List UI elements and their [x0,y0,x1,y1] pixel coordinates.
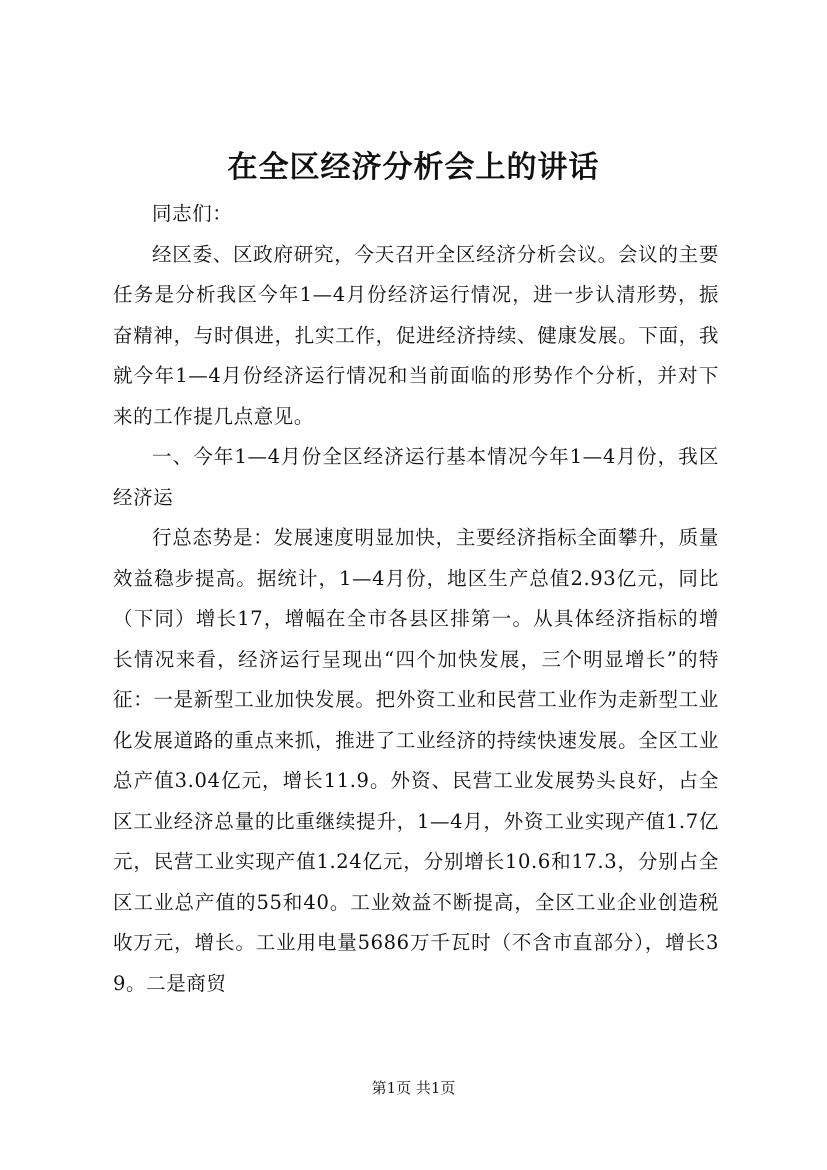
economic-overview-paragraph: 行总态势是：发展速度明显加快，主要经济指标全面攀升，质量效益稳步提高。据统计，1—4月份，地区生产总值2.93亿元，同比（下同）增长17，增幅在全市各县区排第一。从具体经济指标的增长情况来看，经济运行呈现出“四个加快发展，三个明显增长”的特征：一是新型工业加快发展。把外资工业和民营工业作为走新型工业化发展道路的重点来抓，推进了工业经济的持续快速发展。全区工业总产值3.04亿元，增长11.9。外资、民营工业发展势头良好，占全区工业经济总量的比重继续提升，1—4月，外资工业实现产值1.7亿元，民营工业实现产值1.24亿元，分别增长10.6和17.3，分别占全区工业总产值的55和40。工业效益不断提高，全区工业企业创造税收万元，增长。工业用电量5686万千瓦时（不含市直部分），增长39。二是商贸 [113,526,719,995]
salutation-paragraph: 同志们： [152,202,233,225]
document-title: 在全区经济分析会上的讲话 [227,150,600,185]
section-heading-paragraph: 一、今年1—4月份全区经济运行基本情况今年1—4月份，我区经济运 [113,445,719,509]
page-footer: 第1页 共1页 [371,1079,456,1097]
intro-paragraph: 经区委、区政府研究，今天召开全区经济分析会议。会议的主要任务是分析我区今年1—4月份经济运行情况，进一步认清形势，振奋精神，与时俱进，扎实工作，促进经济持续、健康发展。下面，我就今年1—4月份经济运行情况和当前面临的形势作个分析，并对下来的工作提几点意见。 [113,242,719,428]
document-body [113,194,719,1004]
